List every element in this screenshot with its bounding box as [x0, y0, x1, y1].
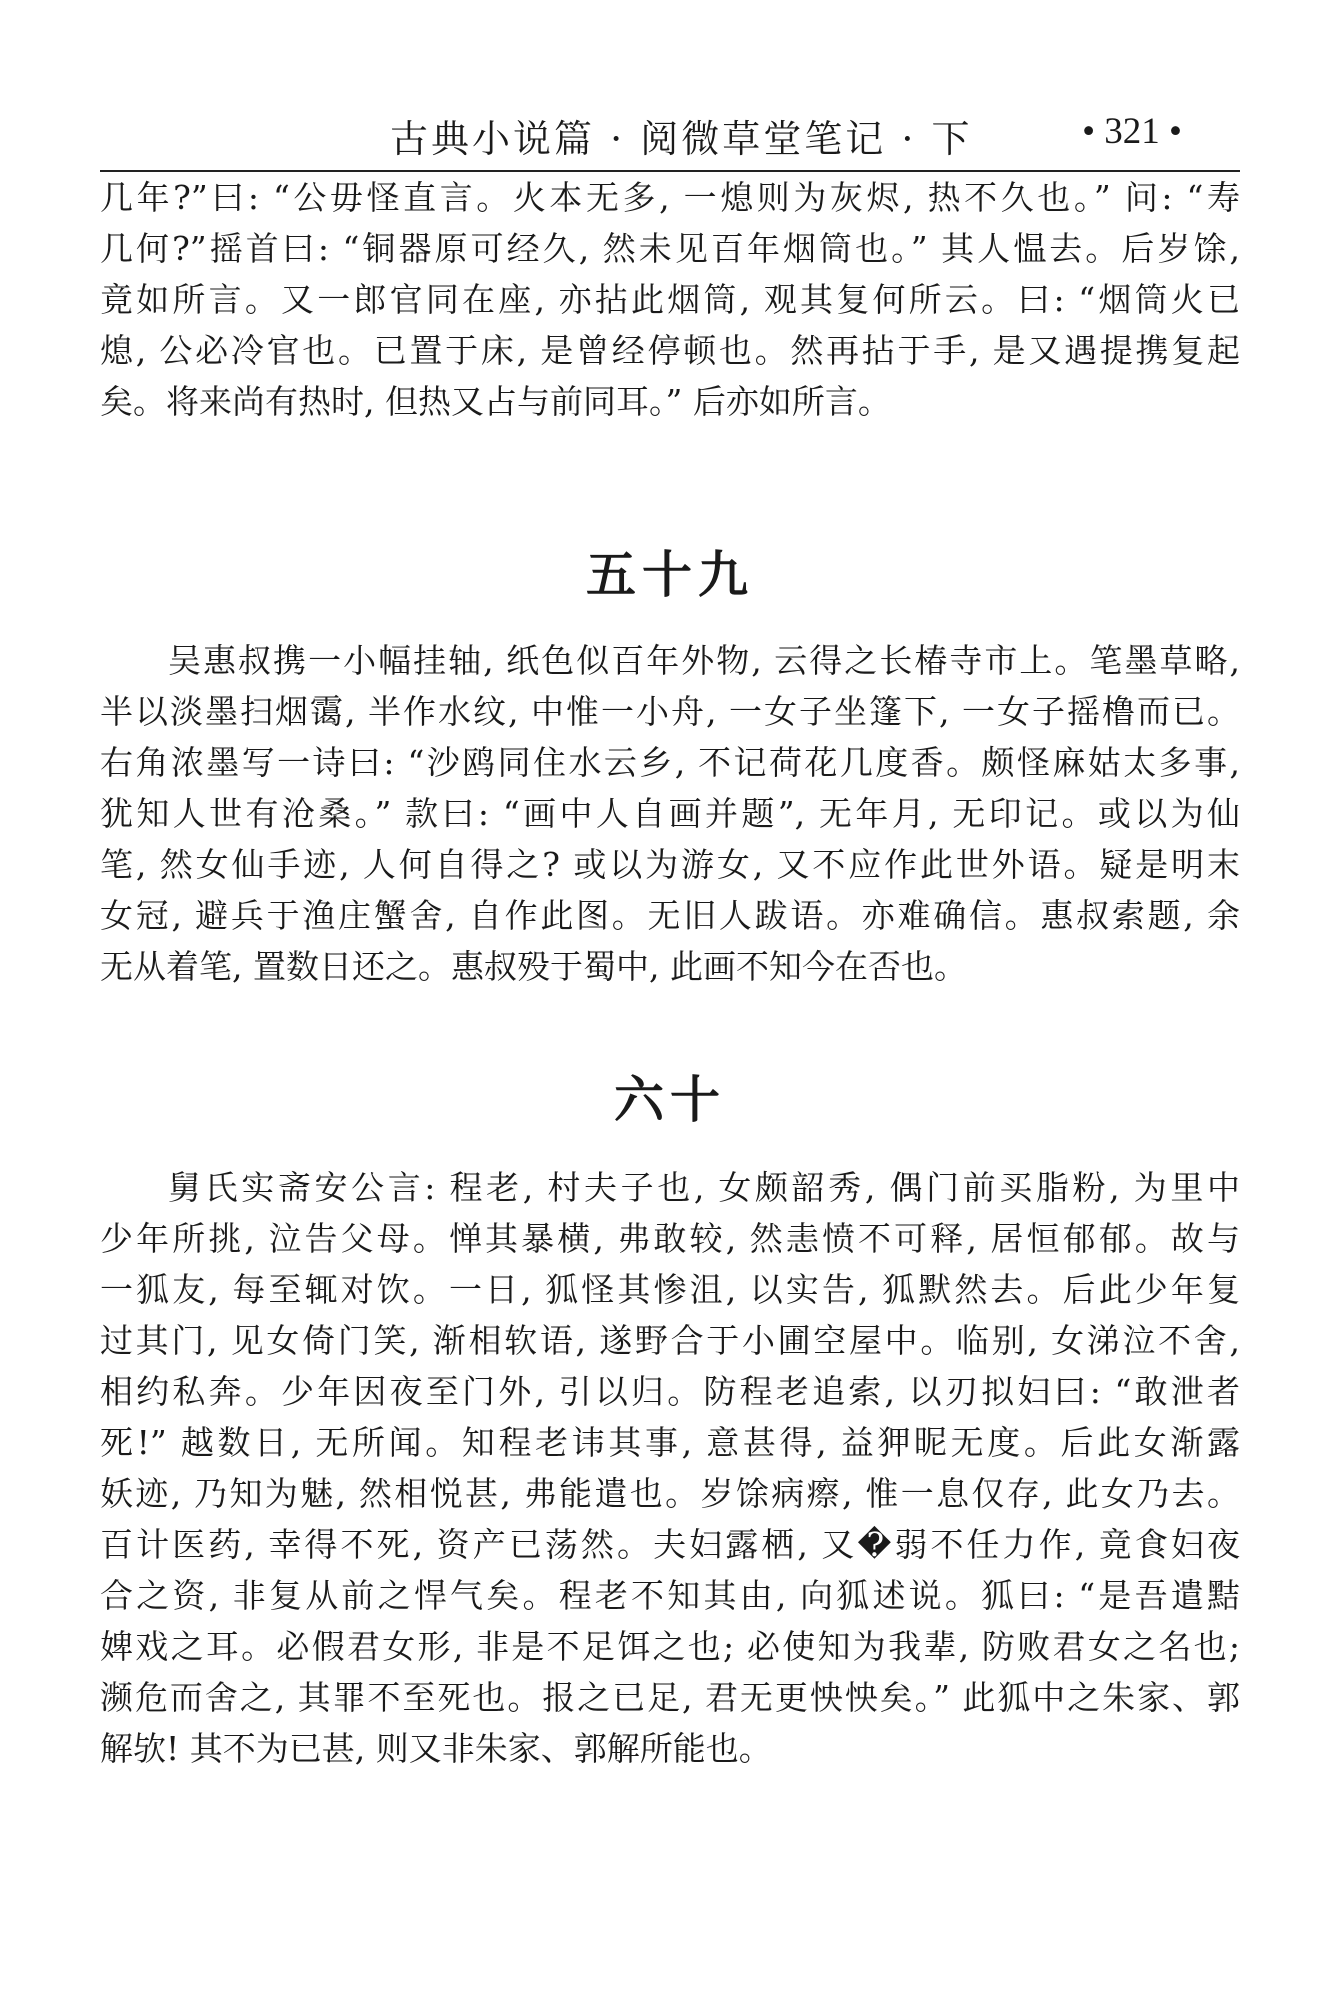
paragraph-line: 百计医药, 幸得不死, 资产已荡然。夫妇露栖, 又�弱不任力作, 竟食妇夜 [100, 1525, 1240, 1564]
paragraph-line: 矣。将来尚有热时, 但热又占与前同耳。” 后亦如所言。 [100, 382, 891, 421]
section-59-paragraph [100, 635, 1240, 992]
paragraph-line: 无从着笔, 置数日还之。惠叔殁于蜀中, 此画不知今在否也。 [100, 947, 967, 986]
paragraph-line: 几年?”曰: “公毋怪直言。火本无多, 一熄则为灰烬, 热不久也。” 问: “寿 [100, 178, 1240, 217]
continuation-paragraph [100, 172, 1240, 427]
paragraph-line: 过其门, 见女倚门笑, 渐相软语, 遂野合于小圃空屋中。临别, 女涕泣不舍, [100, 1321, 1240, 1360]
paragraph-line: 半以淡墨扫烟霭, 半作水纹, 中惟一小舟, 一女子坐篷下, 一女子摇橹而已。 [100, 692, 1240, 731]
section-title-59: 五十九 [586, 546, 754, 604]
paragraph-line: 右角浓墨写一诗曰: “沙鸥同住水云乡, 不记荷花几度香。颇怪麻姑太多事, [100, 743, 1240, 782]
paragraph-line: 相约私奔。少年因夜至门外, 引以归。防程老追索, 以刃拟妇曰: “敢泄者 [100, 1372, 1240, 1411]
paragraph-line: 少年所挑, 泣告父母。惮其暴横, 弗敢较, 然恚愤不可释, 居恒郁郁。故与 [100, 1219, 1240, 1258]
paragraph-line: 一狐友, 每至辄对饮。一日, 狐怪其惨沮, 以实告, 狐默然去。后此少年复 [100, 1270, 1240, 1309]
paragraph-line: 笔, 然女仙手迹, 人何自得之? 或以为游女, 又不应作此世外语。疑是明末 [100, 845, 1240, 884]
paragraph-line: 濒危而舍之, 其罪不至死也。报之已足, 君无更怏怏矣。” 此狐中之朱家、郭 [100, 1678, 1240, 1717]
section-60-paragraph [100, 1162, 1240, 1774]
paragraph-line: 几何?”摇首曰: “铜器原可经久, 然未见百年烟筒也。” 其人愠去。后岁馀, [100, 229, 1240, 268]
paragraph-line: 犹知人世有沧桑。” 款曰: “画中人自画并题”, 无年月, 无印记。或以为仙 [100, 794, 1240, 833]
paragraph-line: 婢戏之耳。必假君女形, 非是不足饵之也; 必使知为我辈, 防败君女之名也; [100, 1627, 1240, 1666]
paragraph-line: 妖迹, 乃知为魅, 然相悦甚, 弗能遣也。岁馀病瘵, 惟一息仅存, 此女乃去。 [100, 1474, 1240, 1513]
section-title-60: 六十 [614, 1071, 726, 1129]
paragraph-line: 合之资, 非复从前之悍气矣。程老不知其由, 向狐述说。狐曰: “是吾遣黠 [100, 1576, 1240, 1615]
paragraph-line: 熄, 公必冷官也。已置于床, 是曾经停顿也。然再拈于手, 是又遇提携复起 [100, 331, 1240, 370]
paragraph-line: 吴惠叔携一小幅挂轴, 纸色似百年外物, 云得之长椿寺市上。笔墨草略, [168, 641, 1240, 680]
paragraph-line: 解欤! 其不为已甚, 则又非朱家、郭解所能也。 [100, 1729, 772, 1768]
paragraph-line: 女冠, 避兵于渔庄蟹舍, 自作此图。无旧人跋语。亦难确信。惠叔索题, 余 [100, 896, 1240, 935]
paragraph-line: 舅氏实斋安公言: 程老, 村夫子也, 女颇韶秀, 偶门前买脂粉, 为里中 [168, 1168, 1240, 1207]
running-header [100, 102, 1240, 162]
paragraph-line: 竟如所言。又一郎官同在座, 亦拈此烟筒, 观其复何所云。曰: “烟筒火已 [100, 280, 1240, 319]
header-title: 古典小说篇 · 阅微草堂笔记 · 下 [390, 117, 973, 161]
paragraph-line: 死!” 越数日, 无所闻。知程老讳其事, 意甚得, 益狎昵无度。后此女渐露 [100, 1423, 1240, 1462]
page-number: • 321 • [1082, 111, 1182, 152]
